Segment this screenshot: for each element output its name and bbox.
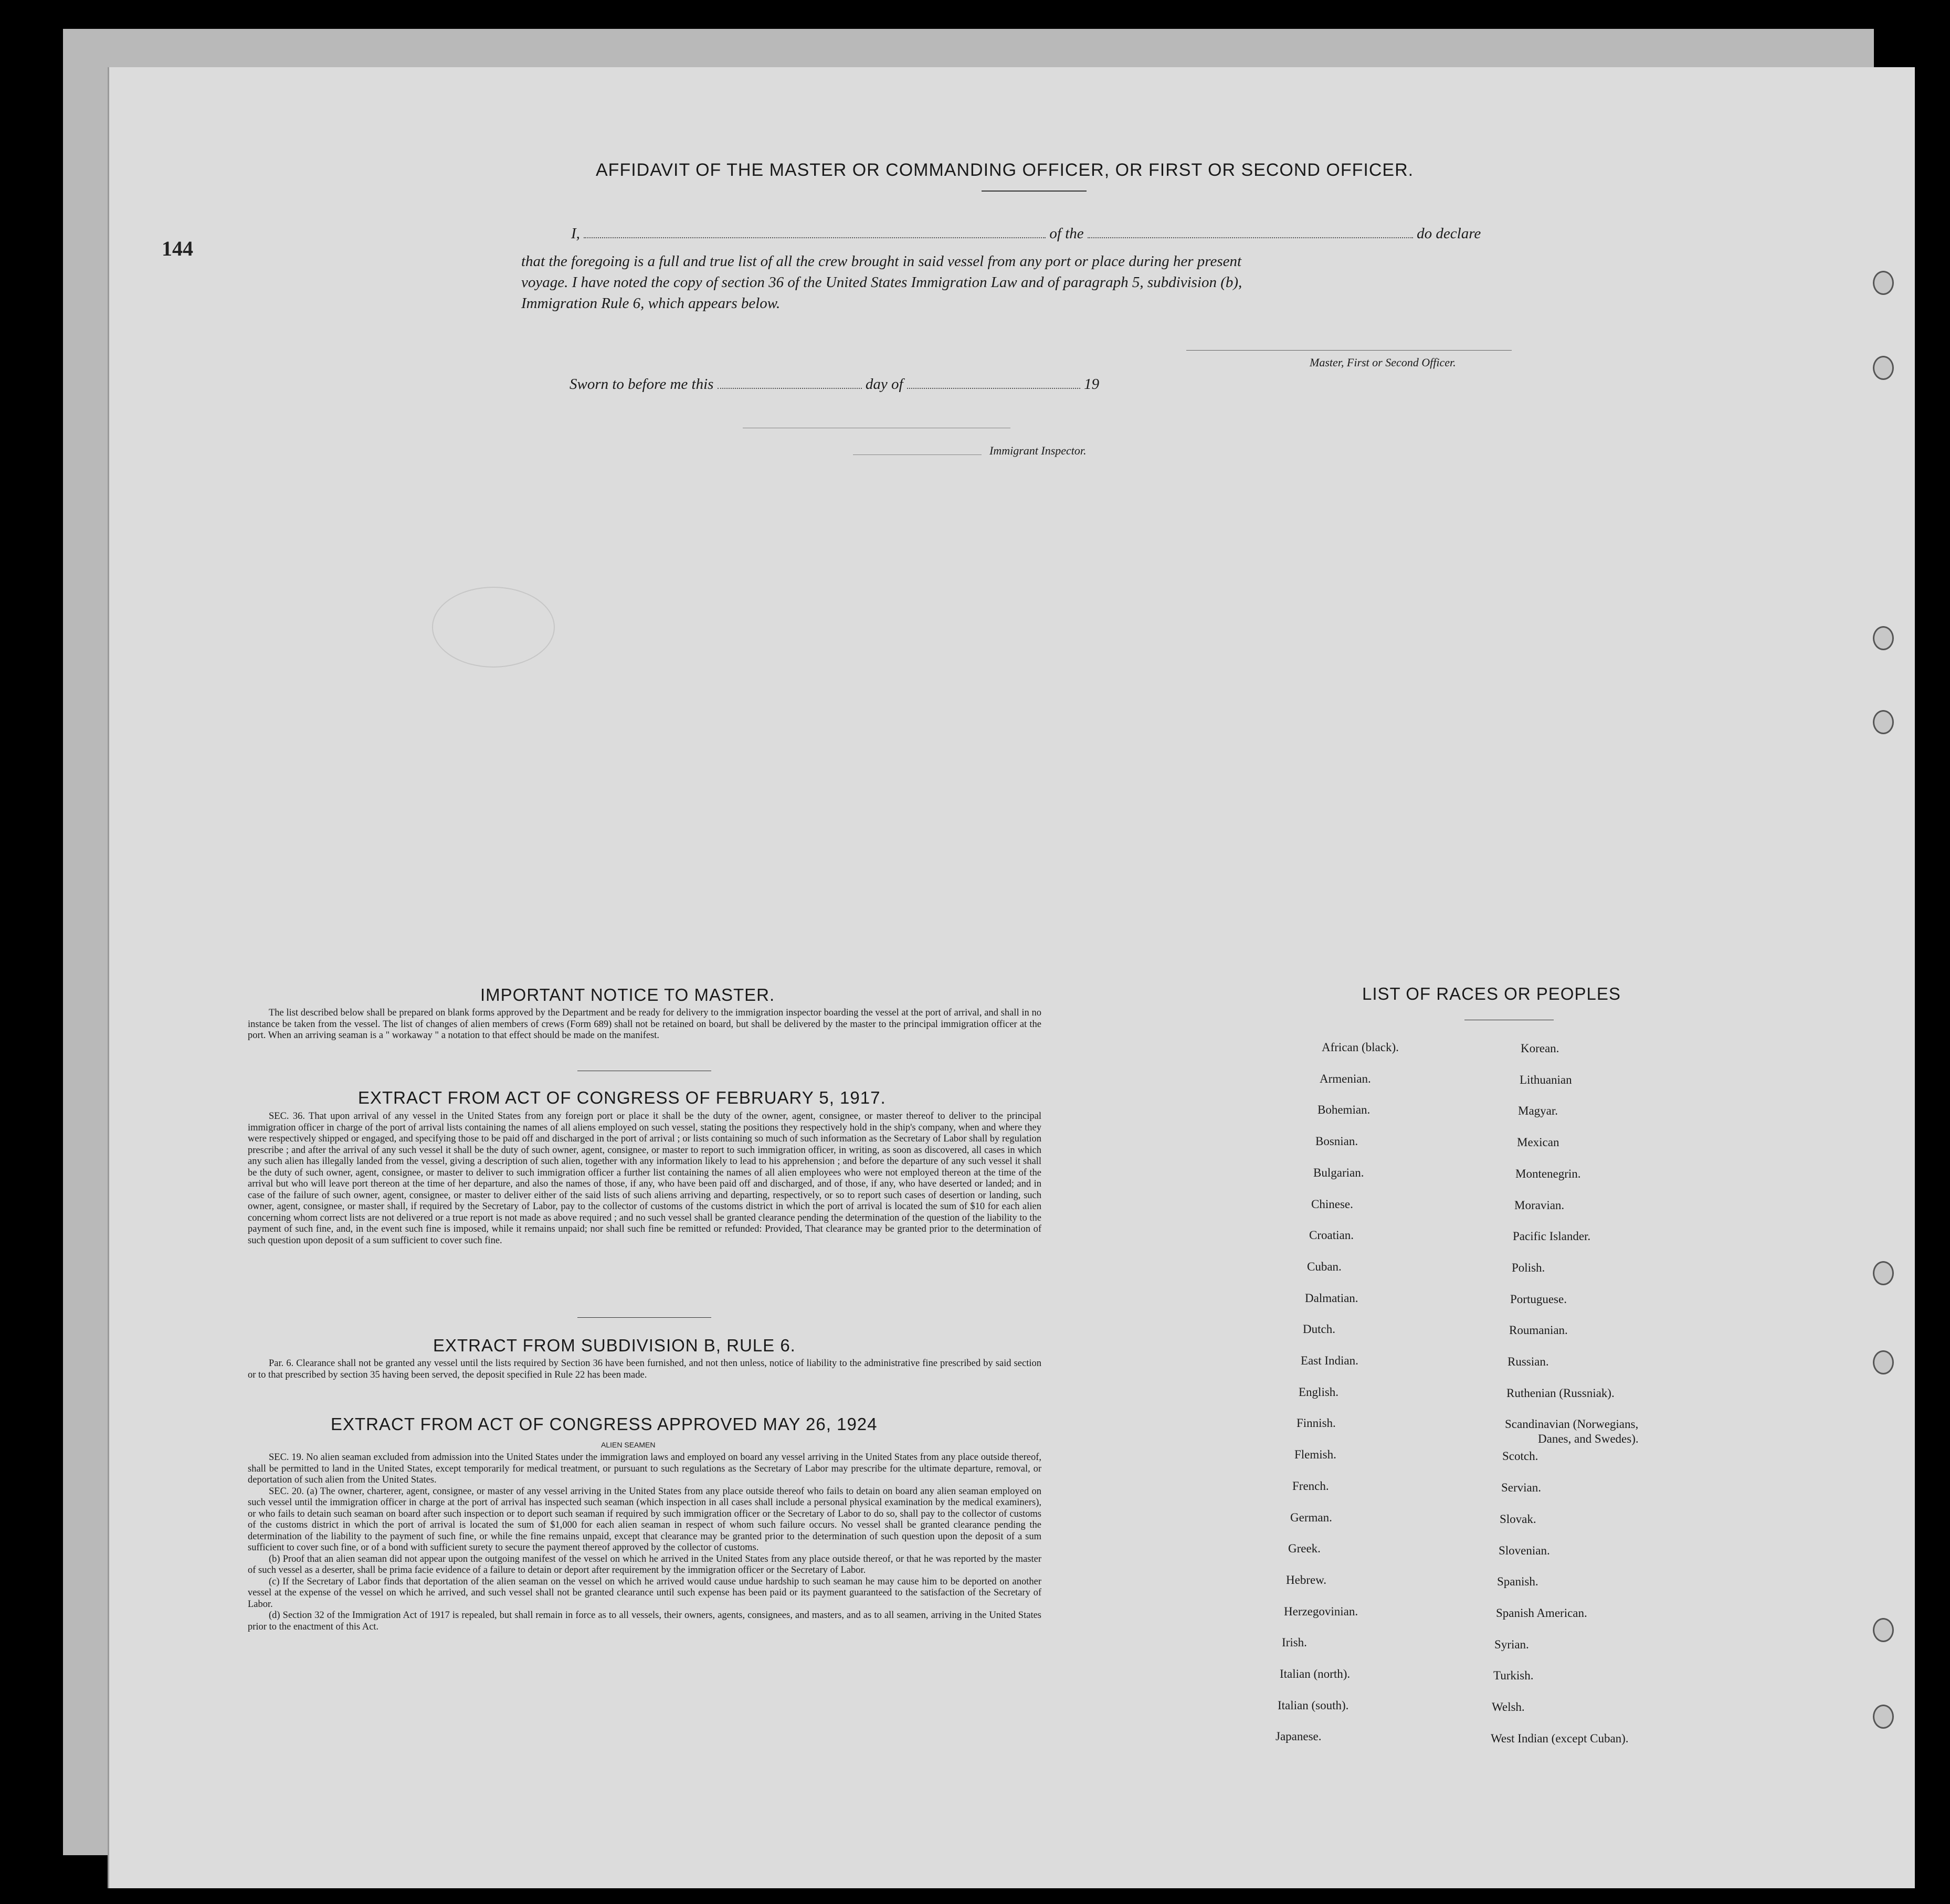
race-item: Spanish. [1497, 1575, 1538, 1589]
race-item: Polish. [1512, 1261, 1545, 1274]
race-item: Servian. [1501, 1481, 1542, 1495]
race-item: Spanish American. [1496, 1606, 1587, 1620]
race-item: West Indian (except Cuban). [1491, 1731, 1629, 1745]
races-title: LIST OF RACES OR PEOPLES [1362, 984, 1621, 1003]
sworn-line [570, 374, 1099, 395]
extract-1917-title: EXTRACT FROM ACT OF CONGRESS OF FEBRUARY 5, 1917. [358, 1088, 886, 1107]
rule6-body [248, 1358, 1041, 1381]
race-item: Pacific Islander. [1513, 1230, 1591, 1243]
sworn-text: Sworn to before me this [570, 376, 714, 393]
affidavit-line-3: voyage. I have noted the copy of section 36 of the United States Immigration Law and of paragraph 5, subdivision (b), [521, 274, 1242, 291]
race-item: Mexican [1517, 1136, 1559, 1149]
affidavit-i: I, [571, 225, 580, 242]
race-item: Japanese. [1276, 1730, 1322, 1743]
race-item: Flemish. [1294, 1448, 1336, 1462]
inspector-caption: Immigrant Inspector. [989, 444, 1087, 457]
race-item: Korean. [1521, 1042, 1559, 1055]
race-item: Danes, and Swedes). [1538, 1432, 1639, 1446]
race-item: English. [1299, 1385, 1339, 1399]
punch-hole [1873, 356, 1894, 380]
race-item: Hebrew. [1286, 1573, 1327, 1586]
sec-20c-paragraph: (c) If the Secretary of Labor finds that deportation of the alien seaman on the vessel on which he arrived would cause undue hardship to such seaman he may cause him to be deported on another vessel at the expense of the vessel on which he arrived, and such vessel shall not be granted clearance until such expense has been paid or its payment guaranteed to the satisfaction of the Secretary of Labor. [248, 1576, 1041, 1610]
race-item: Dutch. [1303, 1323, 1335, 1336]
rule6-title: EXTRACT FROM SUBDIVISION B, RULE 6. [433, 1336, 796, 1355]
race-item: Bohemian. [1317, 1103, 1371, 1117]
race-item: Portuguese. [1510, 1292, 1567, 1306]
vessel-blank[interactable] [1088, 224, 1413, 238]
race-item: Herzegovinian. [1284, 1604, 1358, 1618]
race-item: Slovenian. [1499, 1543, 1550, 1557]
punch-hole [1873, 710, 1894, 734]
race-item: Welsh. [1492, 1700, 1525, 1713]
notice-body [248, 1008, 1041, 1042]
month-blank[interactable] [907, 374, 1080, 389]
affidavit-line-4: Immigration Rule 6, which appears below. [521, 295, 781, 312]
affidavit-line-1 [571, 223, 1540, 244]
race-item: Finnish. [1297, 1416, 1336, 1430]
race-item: French. [1292, 1479, 1329, 1493]
race-item: Croatian. [1309, 1229, 1354, 1242]
race-item: Montenegrin. [1515, 1167, 1581, 1180]
race-item: Bulgarian. [1313, 1166, 1364, 1179]
signature-line [1186, 350, 1512, 351]
race-item: Chinese. [1311, 1197, 1353, 1211]
signature-caption: Master, First or Second Officer. [1310, 356, 1456, 369]
sworn-year: 19 [1084, 376, 1100, 393]
race-item: Bosnian. [1315, 1135, 1358, 1148]
title-divider [982, 191, 1087, 192]
race-item: Moravian. [1514, 1198, 1565, 1212]
race-item: Cuban. [1307, 1260, 1342, 1273]
race-item: Armenian. [1320, 1072, 1371, 1085]
sworn-day-of: day of [865, 376, 903, 393]
affidavit-declare: do declare [1417, 225, 1481, 242]
race-item: Slovak. [1500, 1512, 1536, 1526]
race-item: Italian (north). [1280, 1667, 1351, 1680]
race-item: Scandinavian (Norwegians, [1505, 1418, 1639, 1431]
inspector-line [853, 454, 982, 455]
race-item: Turkish. [1493, 1669, 1534, 1683]
sec-20a-paragraph: SEC. 20. (a) The owner, charterer, agent, consignee, or master of any vessel arriving in the United States from any place outside thereof who fails to detain on board any alien seaman employed on such vessel until the immigration officer in charge at the port of arrival has inspected such seaman (which inspection in all cases shall include a personal physical examination by the medical examiners), or who fails to detain such seaman on board after such inspection or to deport such seaman if required by such immigration officer or the Secretary of Labor to do so, shall pay to the collector of customs of the customs district in which the port of arrival is located the sum of $1,000 for each alien seaman in respect of whom such failure occurs. No vessel shall be granted clearance pending the determination of the liability to the payment of such fine, or while the fine remains unpaid, except that clearance may be granted prior to the determination of such question upon the deposit of a sum sufficient to cover such fine, or of a bond with sufficient surety to secure the payment thereof approved by the collector of customs. [248, 1486, 1041, 1553]
faded-stamp [432, 587, 555, 668]
extract-1917-body [248, 1111, 1041, 1246]
extract-1924-body [248, 1452, 1041, 1633]
extract-1917-divider [577, 1317, 711, 1318]
affidavit-title: AFFIDAVIT OF THE MASTER OR COMMANDING OFFICER, OR FIRST OR SECOND OFFICER. [596, 160, 1414, 180]
affidavit-line-2: that the foregoing is a full and true list of all the crew brought in said vessel from any port or place during her present [521, 253, 1242, 270]
name-blank[interactable] [584, 224, 1046, 238]
punch-hole [1873, 1261, 1894, 1285]
race-item: Russian. [1508, 1355, 1549, 1368]
extract-1924-title: EXTRACT FROM ACT OF CONGRESS APPROVED MAY 26, 1924 [331, 1414, 878, 1434]
race-item: Scotch. [1502, 1450, 1538, 1463]
affidavit-of-the: of the [1049, 225, 1084, 242]
sec-20d-paragraph: (d) Section 32 of the Immigration Act of 1917 is repealed, but shall remain in force as to all vessels, their owners, agents, consignees, and masters, and as to all seamen, arriving in the United States prior to the enactment of this Act. [248, 1610, 1041, 1632]
race-item: Italian (south). [1278, 1698, 1349, 1712]
race-item: African (black). [1322, 1041, 1399, 1054]
race-item: Irish. [1282, 1636, 1307, 1649]
day-blank[interactable] [718, 374, 862, 389]
section-36-paragraph: SEC. 36. That upon arrival of any vessel in the United States from any foreign port or place it shall be the duty of the owner, agent, consignee, or master thereof to deliver to the principal immigration officer in charge of the port of arrival lists containing the names of all aliens employed on such vessel, stating the positions they respectively hold in the ship's company, when and where they were respectively shipped or engaged, and specifying those to be paid off and discharged in the port of arrival ; or lists containing so much of such information as the Secretary of Labor shall by regulation prescribe ; and after the arrival of any such vessel it shall be the duty of such owner, agent, consignee, or master to report to such immigration officer, in writing, as soon as discovered, all cases in which any such alien has illegally landed from the vessel, giving a description of such alien, together with any information likely to lead to his apprehension ; and before the departure of any such vessel it shall be the duty of such owner, agent, consignee, or master to deliver to such immigration officer a further list containing the names of all alien employees who were not employed thereon at the time of the arrival but who will leave port thereon at the time of her departure, and also the names of those, if any, who have been paid off and discharged, and of those, if any, who have deserted or landed; and in case of the failure of such owner, agent, consignee, or master to deliver either of the said lists of such aliens arriving and departing, respectively, or so to report such cases of desertion or landing, such owner, agent, consignee, or master shall, if required by the Secretary of Labor, pay to the collector of customs of the customs district in which the port of arrival is located the sum of $10 for each alien concerning whom correct lists are not delivered or a true report is not made as above required ; and no such vessel shall be granted clearance pending the determination of the question of the liability to the payment of such fine, and, in the event such fine is imposed, while it remains unpaid; nor shall such fine be remitted or refunded: Provided, That clearance may be granted prior to the determination of such question upon deposit of a sum sufficient to cover such fine. [248, 1111, 1041, 1246]
sec-20b-paragraph: (b) Proof that an alien seaman did not appear upon the outgoing manifest of the vessel on which he arrived in the United States from any place outside thereof, or that he was reported by the master of such vessel as a deserter, shall be prima facie evidence of a failure to detain or deport after requirement by the immigration officer or the Secretary of Labor. [248, 1553, 1041, 1575]
punch-hole [1873, 626, 1894, 650]
race-item: Roumanian. [1509, 1324, 1568, 1337]
race-item: German. [1290, 1510, 1332, 1524]
race-item: Dalmatian. [1305, 1291, 1358, 1305]
race-item: Magyar. [1518, 1104, 1558, 1118]
race-item: Lithuanian [1520, 1073, 1572, 1086]
punch-hole [1873, 1705, 1894, 1729]
race-item: East Indian. [1301, 1354, 1358, 1367]
alien-seamen-subtitle: ALIEN SEAMEN [601, 1441, 656, 1449]
race-item: Greek. [1288, 1542, 1321, 1556]
punch-hole [1873, 1350, 1894, 1374]
race-item: Syrian. [1494, 1637, 1529, 1651]
sec-19-paragraph: SEC. 19. No alien seaman excluded from admission into the United States under the immigration laws and employed on board any vessel arriving in the United States from any place outside thereof, shall be permitted to land in the United States, except temporarily for medical treatment, or pursuant to such regulations as the Secretary of Labor may prescribe for the ultimate departure, removal, or deportation of such alien from the United States. [248, 1452, 1041, 1485]
notice-title: IMPORTANT NOTICE TO MASTER. [480, 985, 775, 1004]
punch-hole [1873, 271, 1894, 295]
margin-mark: 144 [162, 237, 193, 260]
race-item: Ruthenian (Russniak). [1506, 1386, 1615, 1400]
par6-paragraph: Par. 6. Clearance shall not be granted any vessel until the lists required by Section 36 have been furnished, and not then unless, notice of liability to the administrative fine prescribed by said section or to that prescribed by section 35 having been served, the deposit specified in Rule 22 has been made. [248, 1358, 1041, 1380]
notice-paragraph: The list described below shall be prepared on blank forms approved by the Department and be ready for delivery to the immigration inspector boarding the vessel at the port of arrival, and shall in no instance be taken from the vessel. The list of changes of alien members of crews (Form 689) shall not be retained on board, but shall be delivered by the master to the principal immigration officer at the port. When an arriving seaman is a " workaway " a notation to that effect should be made on the manifest. [248, 1008, 1041, 1041]
punch-hole [1873, 1618, 1894, 1642]
